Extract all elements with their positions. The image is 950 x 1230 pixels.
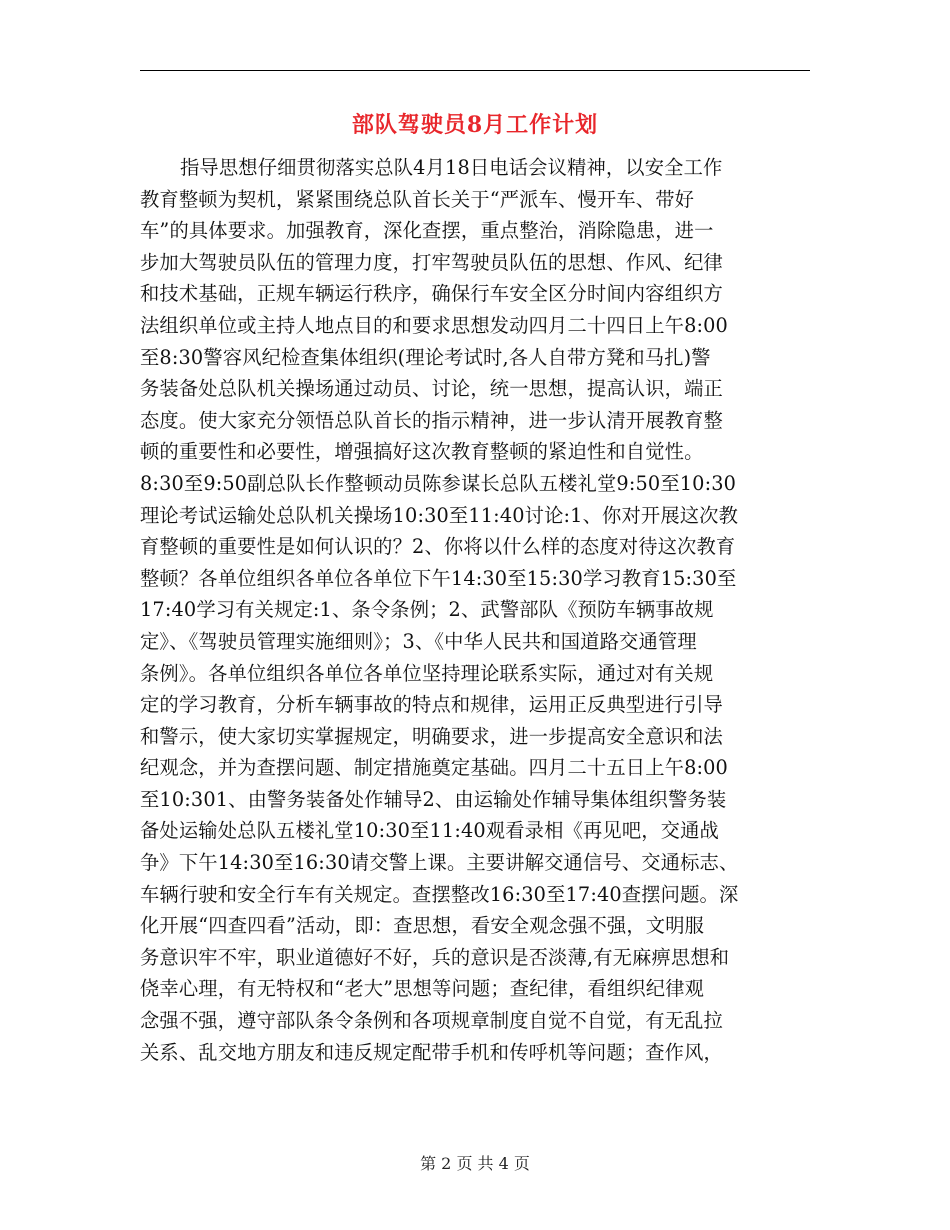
body-line: 指导思想仔细贯彻落实总队4月18日电话会议精神，以安全工作 [180,156,723,179]
body-line: 育整顿的重要性是如何认识的？2、你将以什么样的态度对待这次教育 [140,535,736,559]
body-line: 备处运输处总队五楼礼堂10:30至11:40观看录相《再见吧，交通战 [140,819,719,843]
body-line: 务意识牢不牢，职业道德好不好，兵的意识是否淡薄,有无麻痹思想和 [140,945,730,969]
body-line: 关系、乱交地方朋友和违反规定配带手机和传呼机等问题；查作风， [140,1040,723,1064]
body-line: 顿的重要性和必要性，增强搞好这次教育整顿的紧迫性和自觉性。 [140,440,704,464]
body-line: 车辆行驶和安全行车有关规定。查摆整改16:30至17:40查摆问题。深 [140,882,739,906]
body-line: 侥幸心理，有无特权和“老大”思想等问题；查纪律，看组织纪律观 [140,977,705,1001]
body-line: 理论考试运输处总队机关操场10:30至11:40讨论:1、你对开展这次教 [140,503,739,527]
body-line: 纪观念，并为查摆问题、制定措施奠定基础。四月二十五日上午8:00 [140,756,728,780]
body-line: 法组织单位或主持人地点目的和要求思想发动四月二十四日上午8:00 [140,313,728,337]
body-line: 步加大驾驶员队伍的管理力度，打牢驾驶员队伍的思想、作风、纪律 [140,250,723,274]
body-line: 17:40学习有关规定:1、条令条例；2、武警部队《预防车辆事故规 [140,598,714,622]
body-line: 定的学习教育，分析车辆事故的特点和规律，运用正反典型进行引导 [140,693,723,717]
header-rule [140,70,810,71]
body-line: 念强不强，遵守部队条令条例和各项规章制度自觉不自觉，有无乱拉 [140,1009,723,1033]
body-line: 定》、《驾驶员管理实施细则》；3、《中华人民共和国道路交通管理 [140,629,697,653]
body-line: 和警示，使大家切实掌握规定，明确要求，进一步提高安全意识和法 [140,724,723,748]
body-line: 教育整顿为契机，紧紧围绕总队首长关于“严派车、慢开车、带好 [140,187,695,211]
body-line: 条例》。各单位组织各单位各单位坚持理论联系实际，通过对有关规 [140,661,714,685]
body-line: 至8:30警容风纪检查集体组织(理论考试时,各人自带方凳和马扎)警 [140,345,711,369]
body-line: 车”的具体要求。加强教育，深化查摆，重点整治，消除隐患，进一 [140,219,714,243]
body-line: 至10:301、由警务装备处作辅导2、由运输处作辅导集体组织警务装 [140,787,727,811]
document-body [140,152,810,1068]
body-line: 和技术基础，正规车辆运行秩序，确保行车安全区分时间内容组织方 [140,282,723,306]
body-line: 争》下午14:30至16:30请交警上课。主要讲解交通信号、交通标志、 [140,851,739,875]
body-line: 务装备处总队机关操场通过动员、讨论，统一思想，提高认识，端正 [140,377,723,401]
body-line: 8:30至9:50副总队长作整顿动员陈参谋长总队五楼礼堂9:50至10:30 [140,471,737,495]
body-line: 整顿？各单位组织各单位各单位下午14:30至15:30学习教育15:30至 [140,566,737,590]
body-line: 化开展“四查四看”活动，即：查思想，看安全观念强不强，文明服 [140,914,705,938]
page-number-footer: 第 2 页 共 4 页 [420,1154,530,1173]
document-title: 部队驾驶员8月工作计划 [351,112,599,138]
body-line: 态度。使大家充分领悟总队首长的指示精神，进一步认清开展教育整 [140,408,723,432]
